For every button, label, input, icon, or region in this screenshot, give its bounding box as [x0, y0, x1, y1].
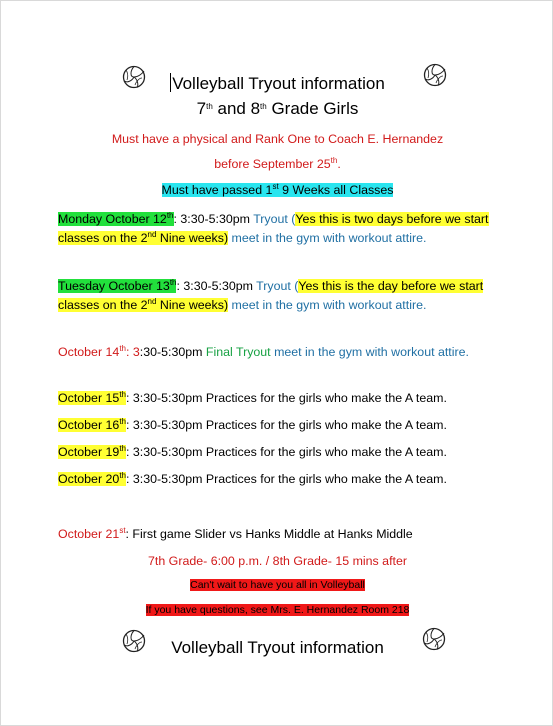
cant-wait-banner: Can't wait to have you all in Volleyball	[190, 579, 365, 591]
schedule-tuesday: Tuesday October 13th: 3:30-5:30pm Tryout (Yes this is the day before we start classes on the 2nd Nine weeks) meet in the gym with workout attire.	[58, 278, 484, 312]
practice-item: October 16th: 3:30-5:30pm Practices for the girls who make the A team.	[58, 417, 447, 432]
game-times: 7th Grade- 6:00 p.m. / 8th Grade- 15 mins after	[148, 554, 407, 568]
schedule-monday: Monday October 12th: 3:30-5:30pm Tryout (Yes this is two days before we start classes on the 2nd Nine weeks) meet in the gym with workout attire.	[58, 211, 489, 245]
practice-item: October 19th: 3:30-5:30pm Practices for the girls who make the A team.	[58, 444, 447, 459]
page-title: Volleyball Tryout information	[172, 74, 385, 93]
grades-requirement: Must have passed 1st 9 Weeks all Classes	[161, 182, 394, 197]
physical-requirement: Must have a physical and Rank One to Coach E. Hernandez	[111, 132, 444, 146]
schedule-final-tryout: October 14th: 3:30-5:30pm Final Tryout meet in the gym with workout attire.	[58, 344, 469, 359]
practice-item: October 15th: 3:30-5:30pm Practices for the girls who make the A team.	[58, 390, 447, 405]
page-subtitle: 7th and 8th Grade Girls	[196, 99, 359, 118]
first-game: October 21st: First game Slider vs Hanks Middle at Hanks Middle	[58, 526, 413, 541]
questions-banner: If you have questions, see Mrs. E. Hernandez Room 218	[145, 604, 410, 616]
deadline-line: before September 25th.	[214, 156, 341, 171]
practice-item: October 20th: 3:30-5:30pm Practices for the girls who make the A team.	[58, 471, 447, 486]
footer-title: Volleyball Tryout information	[171, 638, 384, 657]
